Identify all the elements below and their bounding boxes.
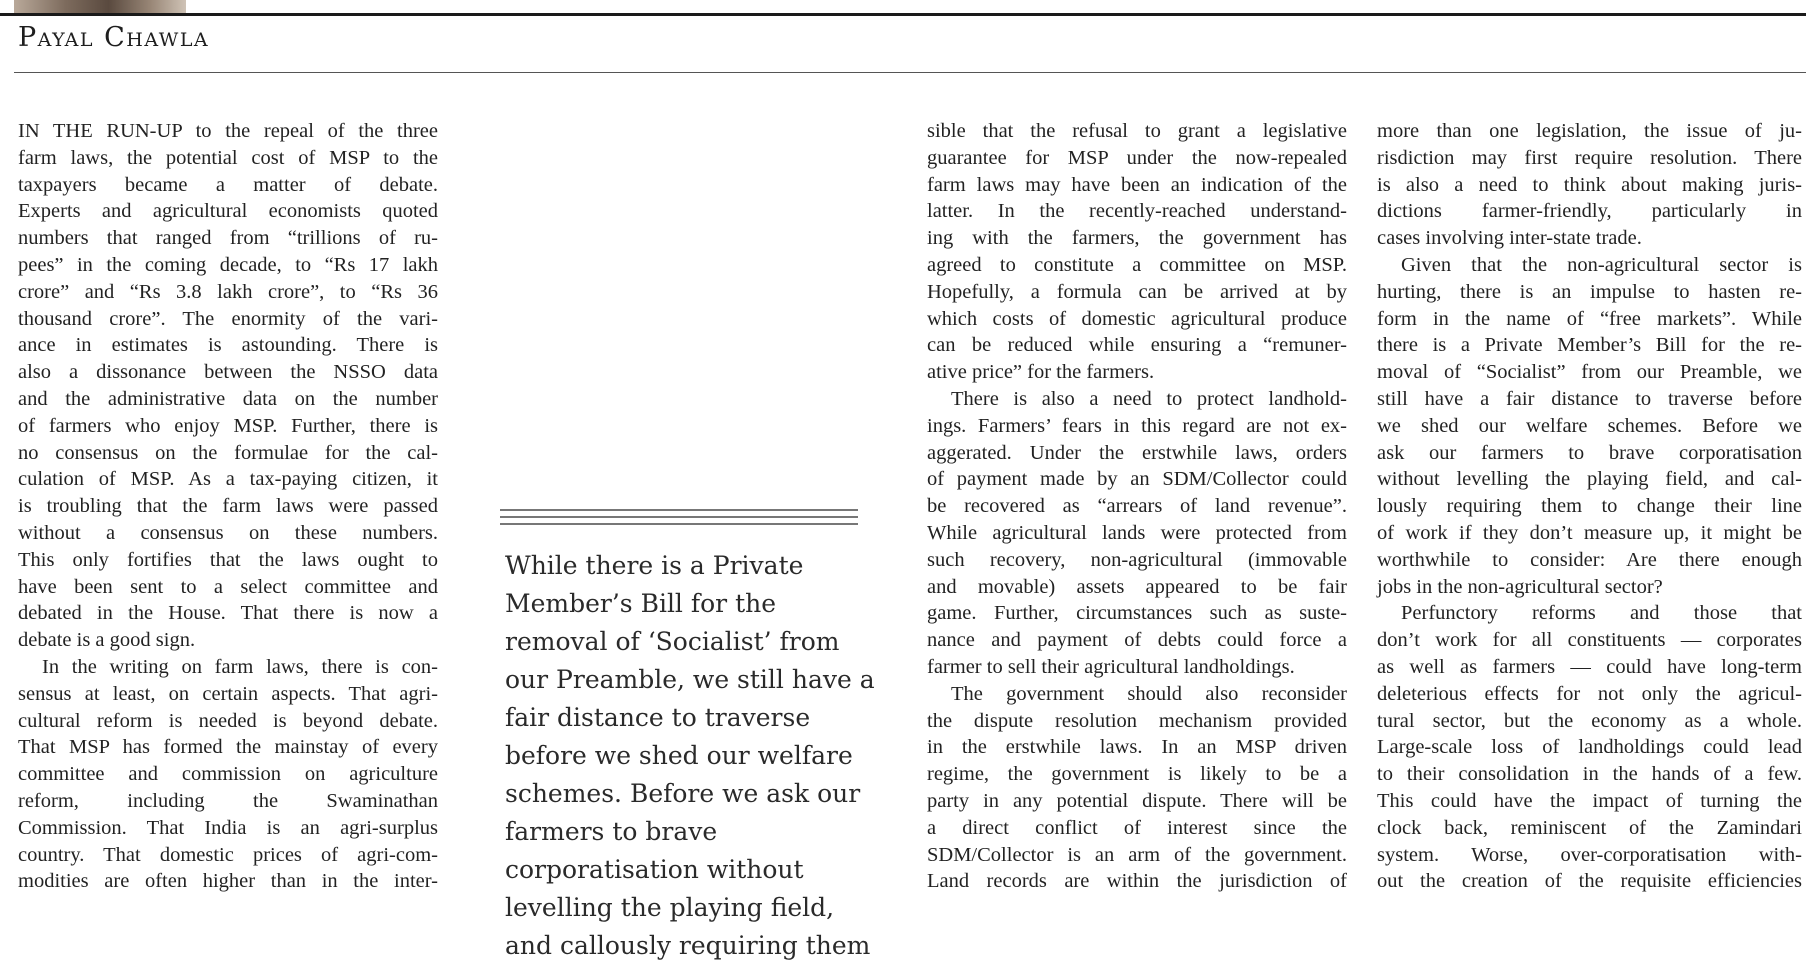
article-line: out the creation of the requisite efficiencies: [1377, 870, 1802, 893]
article-line: risdiction may first require resolution. There: [1377, 146, 1802, 169]
article-line: of payment made by an SDM/Collector could: [927, 468, 1347, 491]
article-line: ask our farmers to brave corporatisation: [1377, 441, 1802, 464]
article-line: moval of “Socialist” from our Preamble, we: [1377, 361, 1802, 384]
article-line: committee and commission on agriculture: [18, 763, 438, 786]
article-line: ance in estimates is astounding. There is: [18, 334, 438, 357]
pullquote-line: fair distance to traverse: [505, 703, 811, 732]
article-line: of work if they don’t measure up, it might be: [1377, 521, 1802, 544]
article-line: taxpayers became a matter of debate.: [18, 173, 438, 196]
article-line: culation of MSP. As a tax-paying citizen, it: [18, 468, 438, 491]
article-line: regime, the government is likely to be a: [927, 763, 1347, 786]
article-line: jobs in the non-agricultural sector?: [1377, 575, 1663, 598]
article-line: Hopefully, a formula can be arrived at by: [927, 280, 1347, 303]
article-line: reform, including the Swaminathan: [18, 789, 438, 812]
article-line: party in any potential dispute. There will be: [927, 789, 1347, 812]
article-line: still have a fair distance to traverse before: [1377, 387, 1802, 410]
article-line: Experts and agricultural economists quoted: [18, 200, 438, 223]
pullquote-line: before we shed our welfare: [505, 741, 853, 770]
article-line: debate is a good sign.: [18, 629, 196, 652]
article-line: and the administrative data on the number: [18, 387, 438, 410]
article-line: modities are often higher than in the inter-: [18, 870, 438, 893]
article-line: Large-scale loss of landholdings could lead: [1377, 736, 1802, 759]
article-line: The government should also reconsider: [951, 682, 1347, 705]
article-line: debated in the House. That there is now a: [18, 602, 438, 625]
article-line: country. That domestic prices of agri-com-: [18, 843, 438, 866]
article-line: such recovery, non-agricultural (immovable: [927, 548, 1347, 571]
article-line: ings. Farmers’ fears in this regard are not ex-: [927, 414, 1347, 437]
pullquote-line: corporatisation without: [505, 855, 804, 884]
pullquote: [505, 547, 875, 965]
article-line: is also a need to think about making juris-: [1377, 173, 1802, 196]
article-line: no consensus on the formulae for the cal-: [18, 441, 438, 464]
article-line: numbers that ranged from “trillions of ru-: [18, 227, 438, 250]
article-line: sensus at least, on certain aspects. That agri-: [18, 682, 438, 705]
article-line: crore” and “Rs 3.8 lakh crore”, to “Rs 36: [18, 280, 438, 303]
article-line: game. Further, circumstances such as suste-: [927, 602, 1347, 625]
article-line: farm laws, the potential cost of MSP to the: [18, 146, 438, 169]
article-line: which costs of domestic agricultural produce: [927, 307, 1347, 330]
pullquote-line: schemes. Before we ask our: [505, 779, 861, 808]
article-column-1: [18, 118, 438, 895]
article-line: system. Worse, over-corporatisation with-: [1377, 843, 1802, 866]
pullquote-line: Member’s Bill for the: [505, 589, 777, 618]
article-line: ative price” for the farmers.: [927, 361, 1155, 384]
article-line: Land records are within the jurisdiction of: [927, 870, 1347, 893]
article-line: and movable) assets appeared to be fair: [927, 575, 1347, 598]
article-line: can be reduced while ensuring a “remuner-: [927, 334, 1347, 357]
article-line: hurting, there is an impulse to hasten re-: [1377, 280, 1802, 303]
article-line: deleterious effects for not only the agricul-: [1377, 682, 1802, 705]
article-line: clock back, reminiscent of the Zamindari: [1377, 816, 1802, 839]
article-line: guarantee for MSP under the now-repealed: [927, 146, 1347, 169]
article-line: This only fortifies that the laws ought to: [18, 548, 438, 571]
pullquote-line: farmers to brave: [505, 817, 718, 846]
pullquote-line: removal of ‘Socialist’ from: [505, 627, 840, 656]
article-line: agreed to constitute a committee on MSP.: [927, 253, 1347, 276]
pullquote-rule: [500, 523, 858, 525]
article-line: farm laws may have been an indication of the: [927, 173, 1347, 196]
pullquote-line: levelling the playing field,: [505, 893, 835, 922]
article-line: farmer to sell their agricultural landholdings.: [927, 655, 1295, 678]
pullquote-line: While there is a Private: [505, 551, 804, 580]
pullquote-rule: [500, 509, 858, 511]
article-line: a direct conflict of interest since the: [927, 816, 1347, 839]
article-line: cases involving inter-state trade.: [1377, 227, 1642, 250]
article-line: to their consolidation in the hands of a few.: [1377, 763, 1802, 786]
author-photo: [14, 0, 186, 13]
article-line: also a dissonance between the NSSO data: [18, 361, 438, 384]
article-line: lously requiring them to change their line: [1377, 495, 1802, 518]
pullquote-line: our Preamble, we still have a: [505, 665, 875, 694]
article-line: in the erstwhile laws. In an MSP driven: [927, 736, 1347, 759]
article-line: we shed our welfare schemes. Before we: [1377, 414, 1802, 437]
article-line: aggerated. Under the erstwhile laws, orders: [927, 441, 1347, 464]
article-line: tural sector, but the economy as a whole.: [1377, 709, 1802, 732]
article-line: While agricultural lands were protected from: [927, 521, 1347, 544]
article-line: be recovered as “arrears of land revenue”.: [927, 495, 1347, 518]
article-line: This could have the impact of turning the: [1377, 789, 1802, 812]
top-rule: [0, 13, 1806, 16]
article-line: SDM/Collector is an arm of the government.: [927, 843, 1347, 866]
article-line: without a consensus on these numbers.: [18, 521, 438, 544]
article-line: as well as farmers — could have long-term: [1377, 655, 1802, 678]
article-line: have been sent to a select committee and: [18, 575, 438, 598]
byline-rule: [14, 72, 1806, 73]
article-line: of farmers who enjoy MSP. Further, there is: [18, 414, 438, 437]
article-line: don’t work for all constituents — corporates: [1377, 629, 1802, 652]
article-column-3: [927, 118, 1347, 895]
article-line: Given that the non-agricultural sector is: [1401, 253, 1802, 276]
article-line: there is a Private Member’s Bill for the re-: [1377, 334, 1802, 357]
article-line: There is also a need to protect landhold-: [951, 387, 1347, 410]
article-line: cultural reform is needed is beyond debate.: [18, 709, 438, 732]
article-line: pees” in the coming decade, to “Rs 17 lakh: [18, 253, 438, 276]
article-line: thousand crore”. The enormity of the vari-: [18, 307, 438, 330]
article-line: sible that the refusal to grant a legislative: [927, 120, 1347, 142]
pullquote-line: and callously requiring them: [505, 931, 871, 960]
article-line: is troubling that the farm laws were passed: [18, 495, 438, 518]
article-line: form in the name of “free markets”. While: [1377, 307, 1802, 330]
author-byline: Payal Chawla: [18, 22, 210, 53]
article-line: latter. In the recently-reached understand-: [927, 200, 1347, 223]
article-line: nance and payment of debts could force a: [927, 629, 1347, 652]
article-line: worthwhile to consider: Are there enough: [1377, 548, 1802, 571]
article-column-4: [1377, 118, 1802, 895]
article-line: That MSP has formed the mainstay of every: [18, 736, 438, 759]
article-line: Perfunctory reforms and those that: [1401, 602, 1802, 625]
article-line: In the writing on farm laws, there is con-: [42, 655, 438, 678]
article-line: without levelling the playing field, and cal-: [1377, 468, 1802, 491]
article-line: ing with the farmers, the government has: [927, 227, 1347, 250]
pullquote-rule: [500, 516, 858, 518]
article-line: Commission. That India is an agri-surplus: [18, 816, 438, 839]
article-line: the dispute resolution mechanism provided: [927, 709, 1347, 732]
article-line: dictions farmer-friendly, particularly in: [1377, 200, 1802, 223]
article-line: more than one legislation, the issue of ju-: [1377, 120, 1802, 142]
article-line: IN THE RUN-UP to the repeal of the three: [18, 120, 438, 142]
